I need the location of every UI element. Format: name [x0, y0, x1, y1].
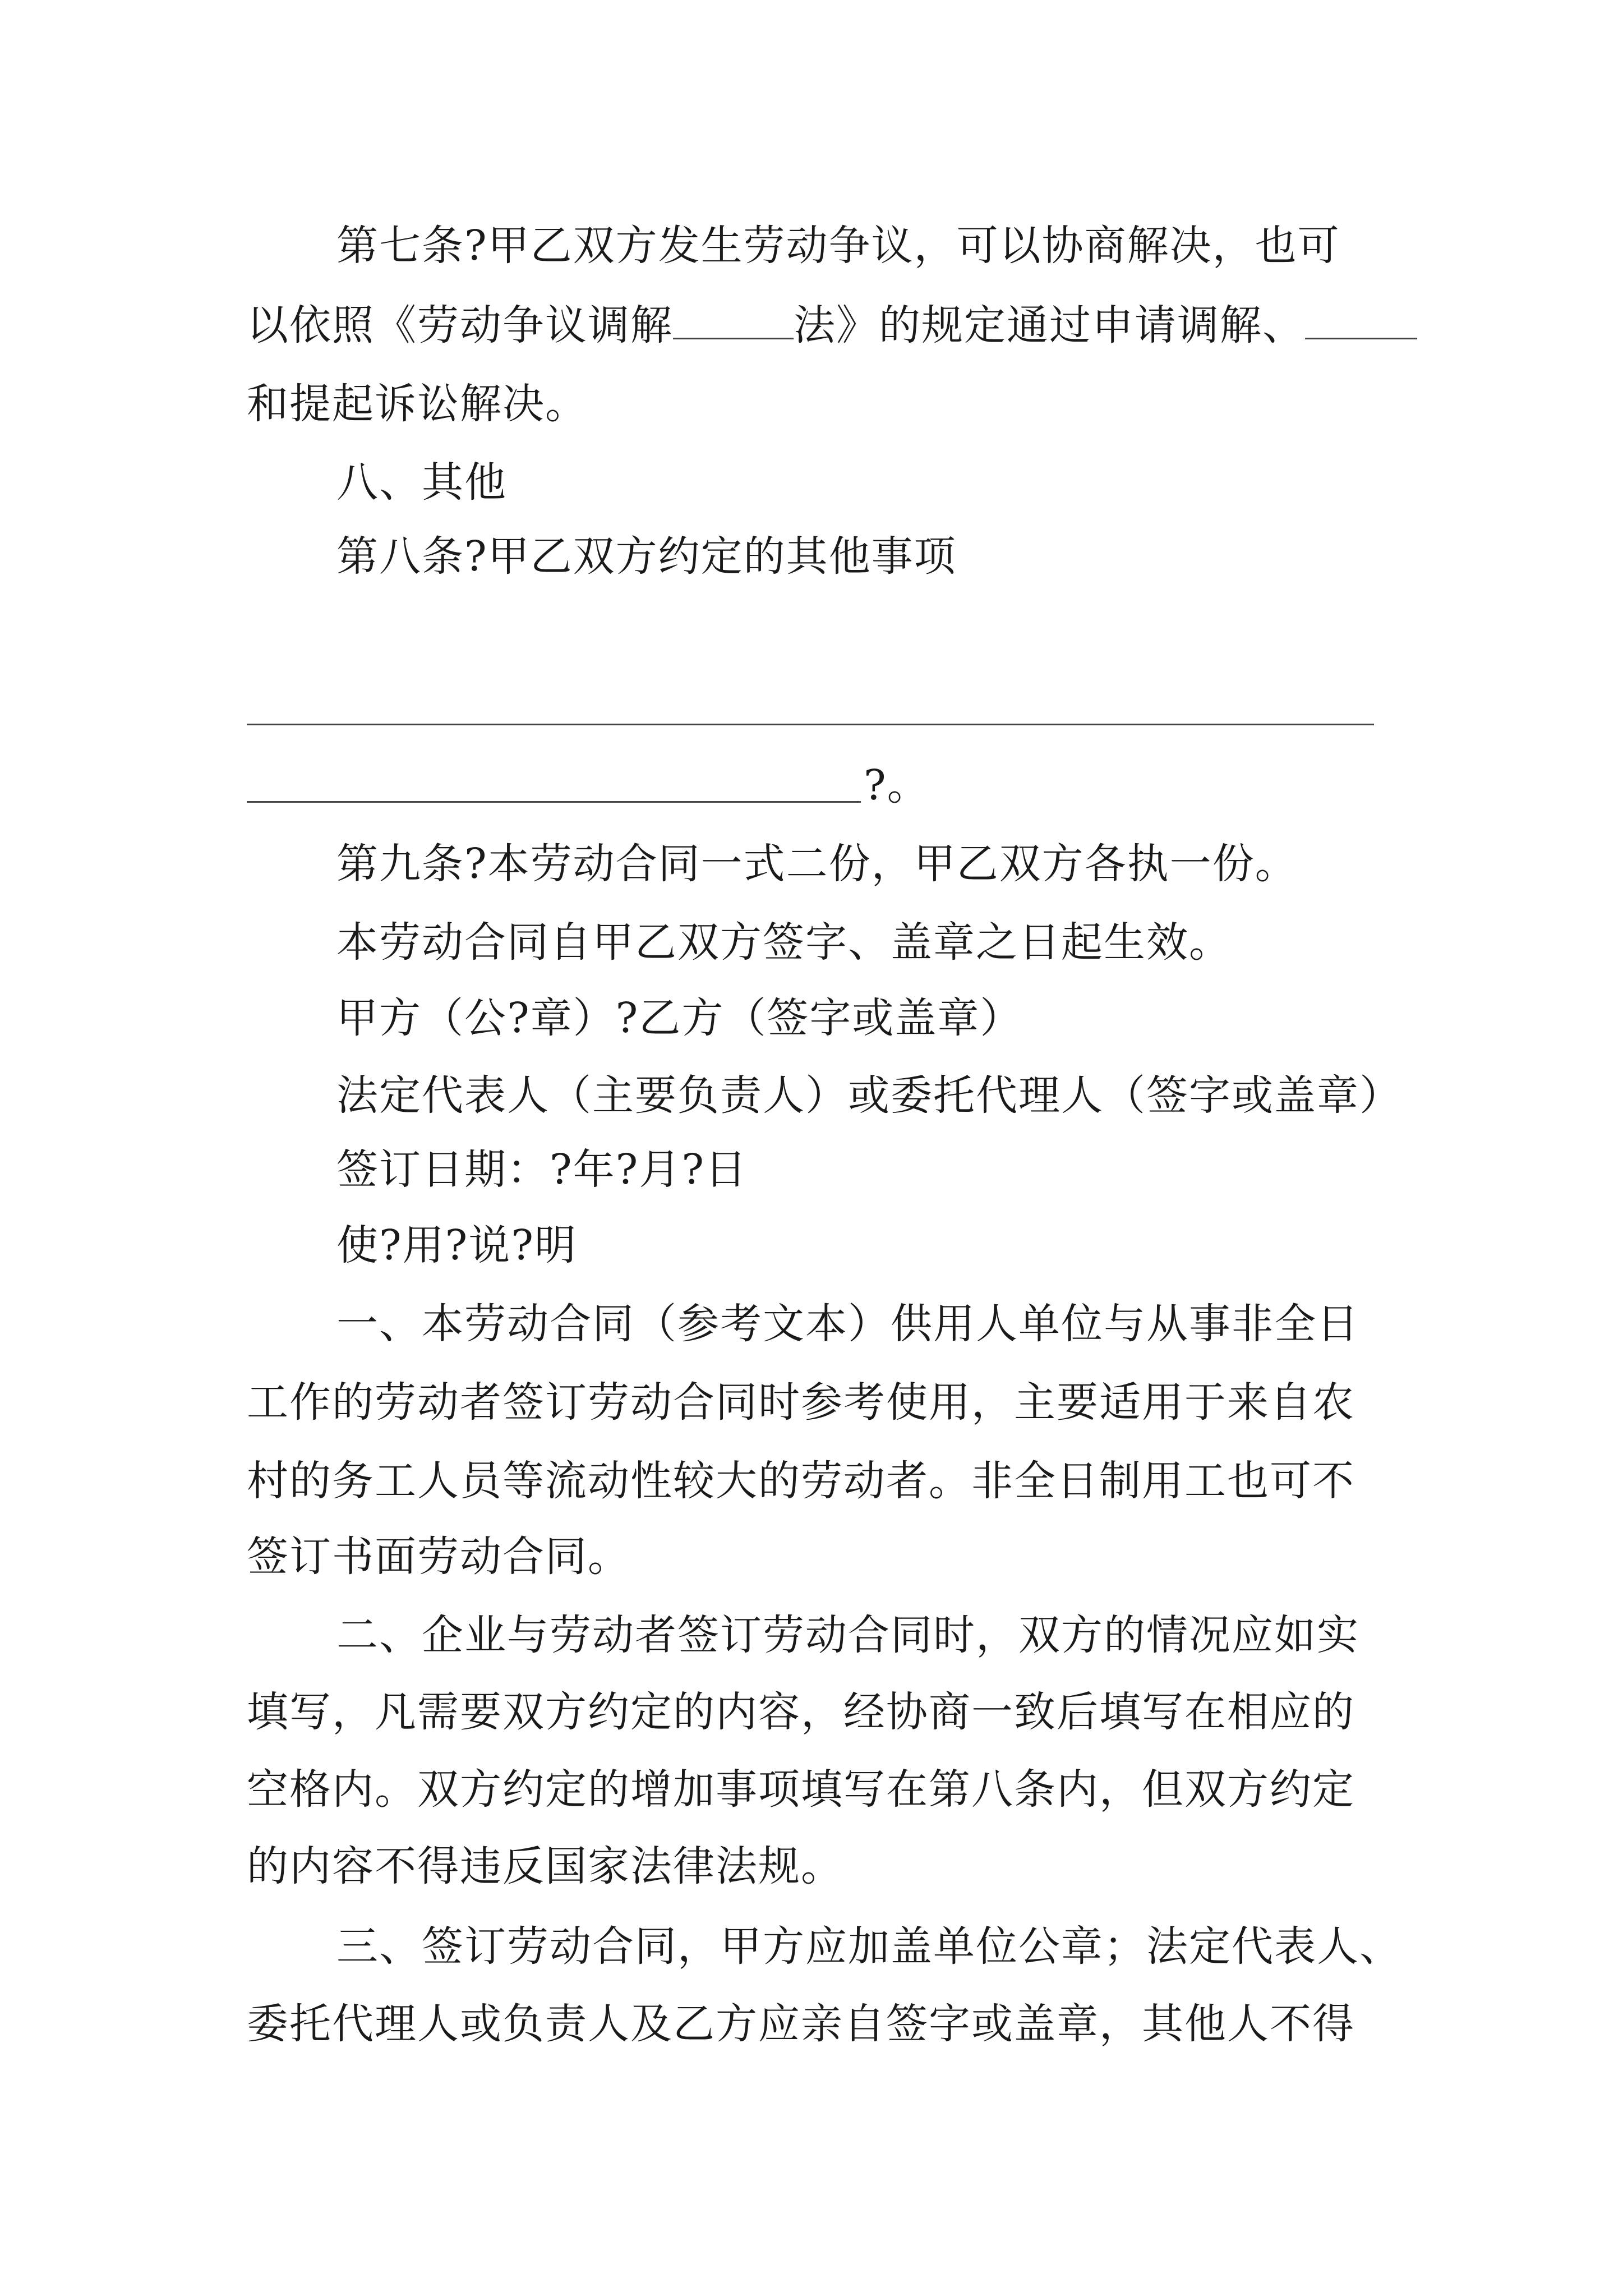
article-7-line-2a: 以依照《劳动争议调解: [247, 301, 673, 349]
article-7-line-2b: 法》的规定通过申请调解、: [794, 301, 1305, 349]
usage-1-line-3: 村的务工人员等流动性较大的劳动者。非全日制用工也可不: [247, 1457, 1355, 1505]
usage-2-line-1: 二、企业与劳动者签订劳动合同时，双方的情况应如实: [336, 1611, 1359, 1659]
usage-2-line-4: 的内容不得违反国家法律法规。: [247, 1842, 843, 1890]
article-7-line-2: [247, 292, 1391, 359]
blank-line: [247, 801, 861, 803]
blank-underline: [673, 294, 794, 339]
article-7-line-1: 第七条?甲乙双方发生劳动争议，可以协商解决，也可: [336, 222, 1340, 270]
parties-signature: 甲方（公?章）?乙方（签字或盖章）: [336, 994, 1023, 1042]
representative-signature: 法定代表人（主要负责人）或委托代理人（签字或盖章）: [336, 1071, 1402, 1120]
blank-line: [247, 724, 1374, 725]
article-7-line-3: 和提起诉讼解决。: [247, 380, 588, 428]
effective-clause: 本劳动合同自甲乙双方签字、盖章之日起生效。: [336, 918, 1232, 967]
section-8-heading: 八、其他: [336, 458, 507, 507]
usage-1-line-4: 签订书面劳动合同。: [247, 1533, 630, 1581]
usage-2-line-2: 填写，凡需要双方约定的内容，经协商一致后填写在相应的: [247, 1688, 1355, 1736]
usage-3-line-2: 委托代理人或负责人及乙方应亲自签字或盖章，其他人不得: [247, 2000, 1355, 2048]
usage-3-line-1: 三、签订劳动合同，甲方应加盖单位公章；法定代表人、: [336, 1922, 1402, 1971]
article-8-end: ?。: [864, 761, 930, 809]
article-9-text: 第九条?本劳动合同一式二份，甲乙双方各执一份。: [336, 840, 1298, 888]
article-8-text: 第八条?甲乙双方约定的其他事项: [336, 532, 957, 581]
usage-1-line-1: 一、本劳动合同（参考文本）供用人单位与从事非全日: [336, 1300, 1359, 1348]
usage-title: 使?用?说?明: [336, 1221, 578, 1269]
usage-1-line-2: 工作的劳动者签订劳动合同时参考使用，主要适用于来自农: [247, 1378, 1355, 1427]
sign-date: 签订日期：?年?月?日: [336, 1145, 748, 1194]
blank-underline: [1305, 294, 1417, 339]
usage-2-line-3: 空格内。双方约定的增加事项填写在第八条内，但双方约定: [247, 1765, 1355, 1814]
